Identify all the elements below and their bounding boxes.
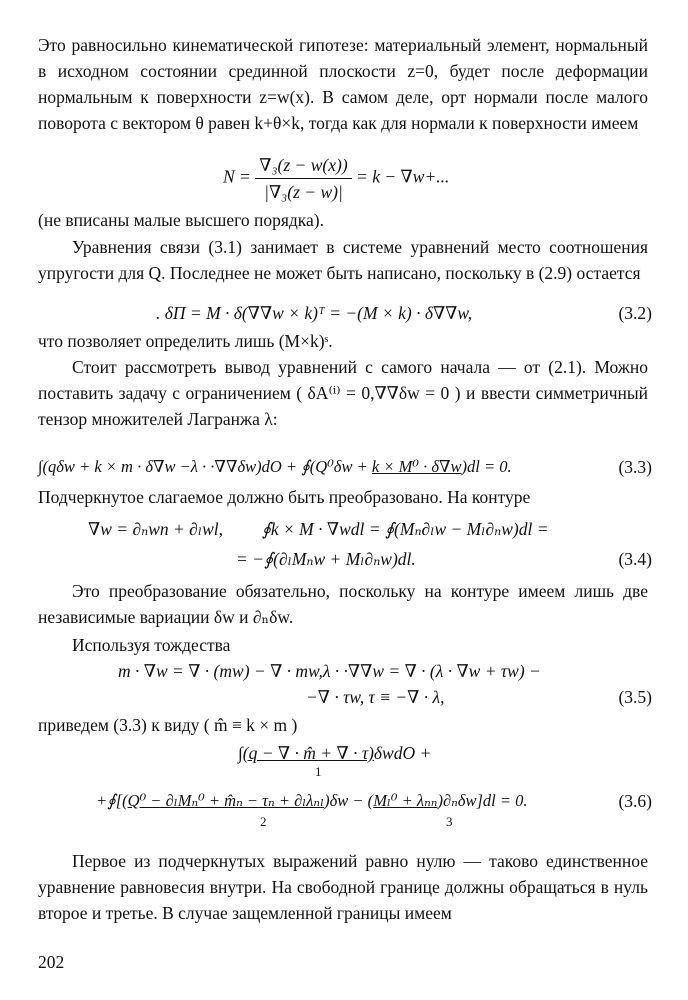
equation-3-5-line-1	[118, 658, 541, 684]
equation-number-3-6: (3.6)	[618, 791, 652, 811]
paragraph-2: (не вписаны малые высшего порядка).	[38, 210, 325, 230]
paragraph-4: что позволяет определить лишь (M×k)ˢ.	[38, 331, 333, 351]
equation-3-4-part-b: ∮k × M · ∇wdl = ∮(Mₙ∂ₗw − Mₗ∂ₙw)dl =	[261, 519, 549, 539]
paragraph-3: Уравнения связи (3.1) занимает в системе уравнений место соотношения упругости для Q. Последнее не может быть написано, поскольку в (2.9) остается	[38, 237, 648, 283]
equation-number-3-2: (3.2)	[618, 303, 652, 323]
paragraph-5: Стоит рассмотреть вывод уравнений с самого начала — от (2.1). Можно поставить задачу с ограничением ( δA⁽ⁱ⁾ = 0,∇∇δw = 0 ) и ввести симметричный тензор множителей Лагранжа λ:	[38, 357, 648, 429]
paragraph-10: Первое из подчеркнутых выражений равно нулю — таково единственное уравнение равновесия внутри. На свободной границе должны обращаться в нуль второе и третье. В случае защемленной границы имеем	[38, 851, 648, 923]
equation-3-6-underlined-2: Q⁰ − ∂ₗMₙ⁰ + m̂ₙ − τₙ + ∂ₗλₙₗ	[127, 791, 325, 810]
equation-number-3-4: (3.4)	[618, 549, 652, 569]
equation-3-5-part-b: −∇ · τw, τ ≡ −∇ · λ,	[306, 687, 445, 707]
equation-normal	[223, 152, 449, 205]
equation-3-5-line-2	[306, 684, 652, 710]
equation-3-6-part-b-end: )∂ₙδw]dl = 0.	[437, 791, 528, 810]
fraction-numerator: ∇₃(z − w(x))	[255, 152, 351, 179]
equation-3-4-line-2	[236, 546, 652, 572]
equation-3-6-underlined-1: (q − ∇ · m̂ + ∇ · τ)	[242, 743, 374, 763]
fraction-denominator: |∇₃(z − w)|	[264, 182, 343, 202]
equation-3-6-line-1	[238, 740, 431, 766]
equation-3-3-part-b: )dl = 0.	[461, 457, 512, 476]
equation-3-4-part-c: = −∮(∂ₗMₙw + Mₗ∂ₙw)dl.	[236, 549, 416, 569]
paragraph-6: Подчеркнутое слагаемое должно быть преобразовано. На контуре	[38, 487, 531, 507]
paragraph-9: приведем (3.3) к виду ( m̂ ≡ k × m )	[38, 715, 298, 735]
equation-3-5-part-a: m · ∇w = ∇ · (mw) − ∇ · mw,λ · ·∇∇w = ∇ · (λ · ∇w + τw) −	[118, 661, 541, 681]
equation-3-6-underlined-3: Mₗ⁰ + λₙₙ	[373, 791, 438, 810]
equation-normal-lhs: N =	[223, 166, 251, 187]
equation-3-6-integral: ∫	[238, 743, 243, 763]
equation-3-3	[38, 454, 652, 480]
equation-3-3-part-a: ∫(qδw + k × m · δ∇w −λ · ·∇∇δw)dO + ∮(Q⁰δw +	[38, 457, 372, 476]
equation-3-6-part-b-mid: )δw − (	[324, 791, 374, 810]
equation-normal-rhs: = k − ∇w+...	[356, 166, 450, 187]
equation-3-6-line-2	[96, 788, 652, 814]
equation-3-2	[156, 300, 652, 326]
equation-number-3-3: (3.3)	[618, 457, 652, 477]
underline-label-3: 3	[446, 814, 453, 829]
page-number: 202	[38, 952, 65, 972]
equation-3-4-part-a: ∇w = ∂ₙwn + ∂ₗwl,	[88, 519, 223, 539]
paragraph-7: Это преобразование обязательно, поскольку на контуре имеем лишь две независимые вариации δw и ∂ₙδw.	[38, 581, 648, 627]
equation-3-6-part-a-tail: δwdO +	[373, 743, 432, 763]
equation-3-4-line-1	[88, 516, 549, 542]
equation-number-3-5: (3.5)	[618, 687, 652, 707]
equation-3-2-body: . δΠ = M · δ(∇∇w × k)ᵀ = −(M × k) · δ∇∇w,	[156, 303, 473, 323]
paragraph-1: Это равносильно кинематической гипотезе: материальный элемент, нормальный в исходном состоянии срединной плоскости z=0, будет после деформации нормальным к поверхности z=w(x). В самом деле, орт нормали после малого поворота с вектором θ равен k+θ×k, тогда как для нормали к поверхности имеем	[38, 35, 648, 133]
equation-3-3-underlined: k × M⁰ · δ∇w	[371, 457, 462, 476]
underline-label-2: 2	[260, 814, 267, 829]
equation-3-6-part-b-start: +∮[(	[96, 791, 128, 810]
equation-normal-fraction	[255, 152, 351, 205]
underline-label-1: 1	[315, 764, 322, 779]
paragraph-8: Используя тождества	[72, 635, 231, 655]
